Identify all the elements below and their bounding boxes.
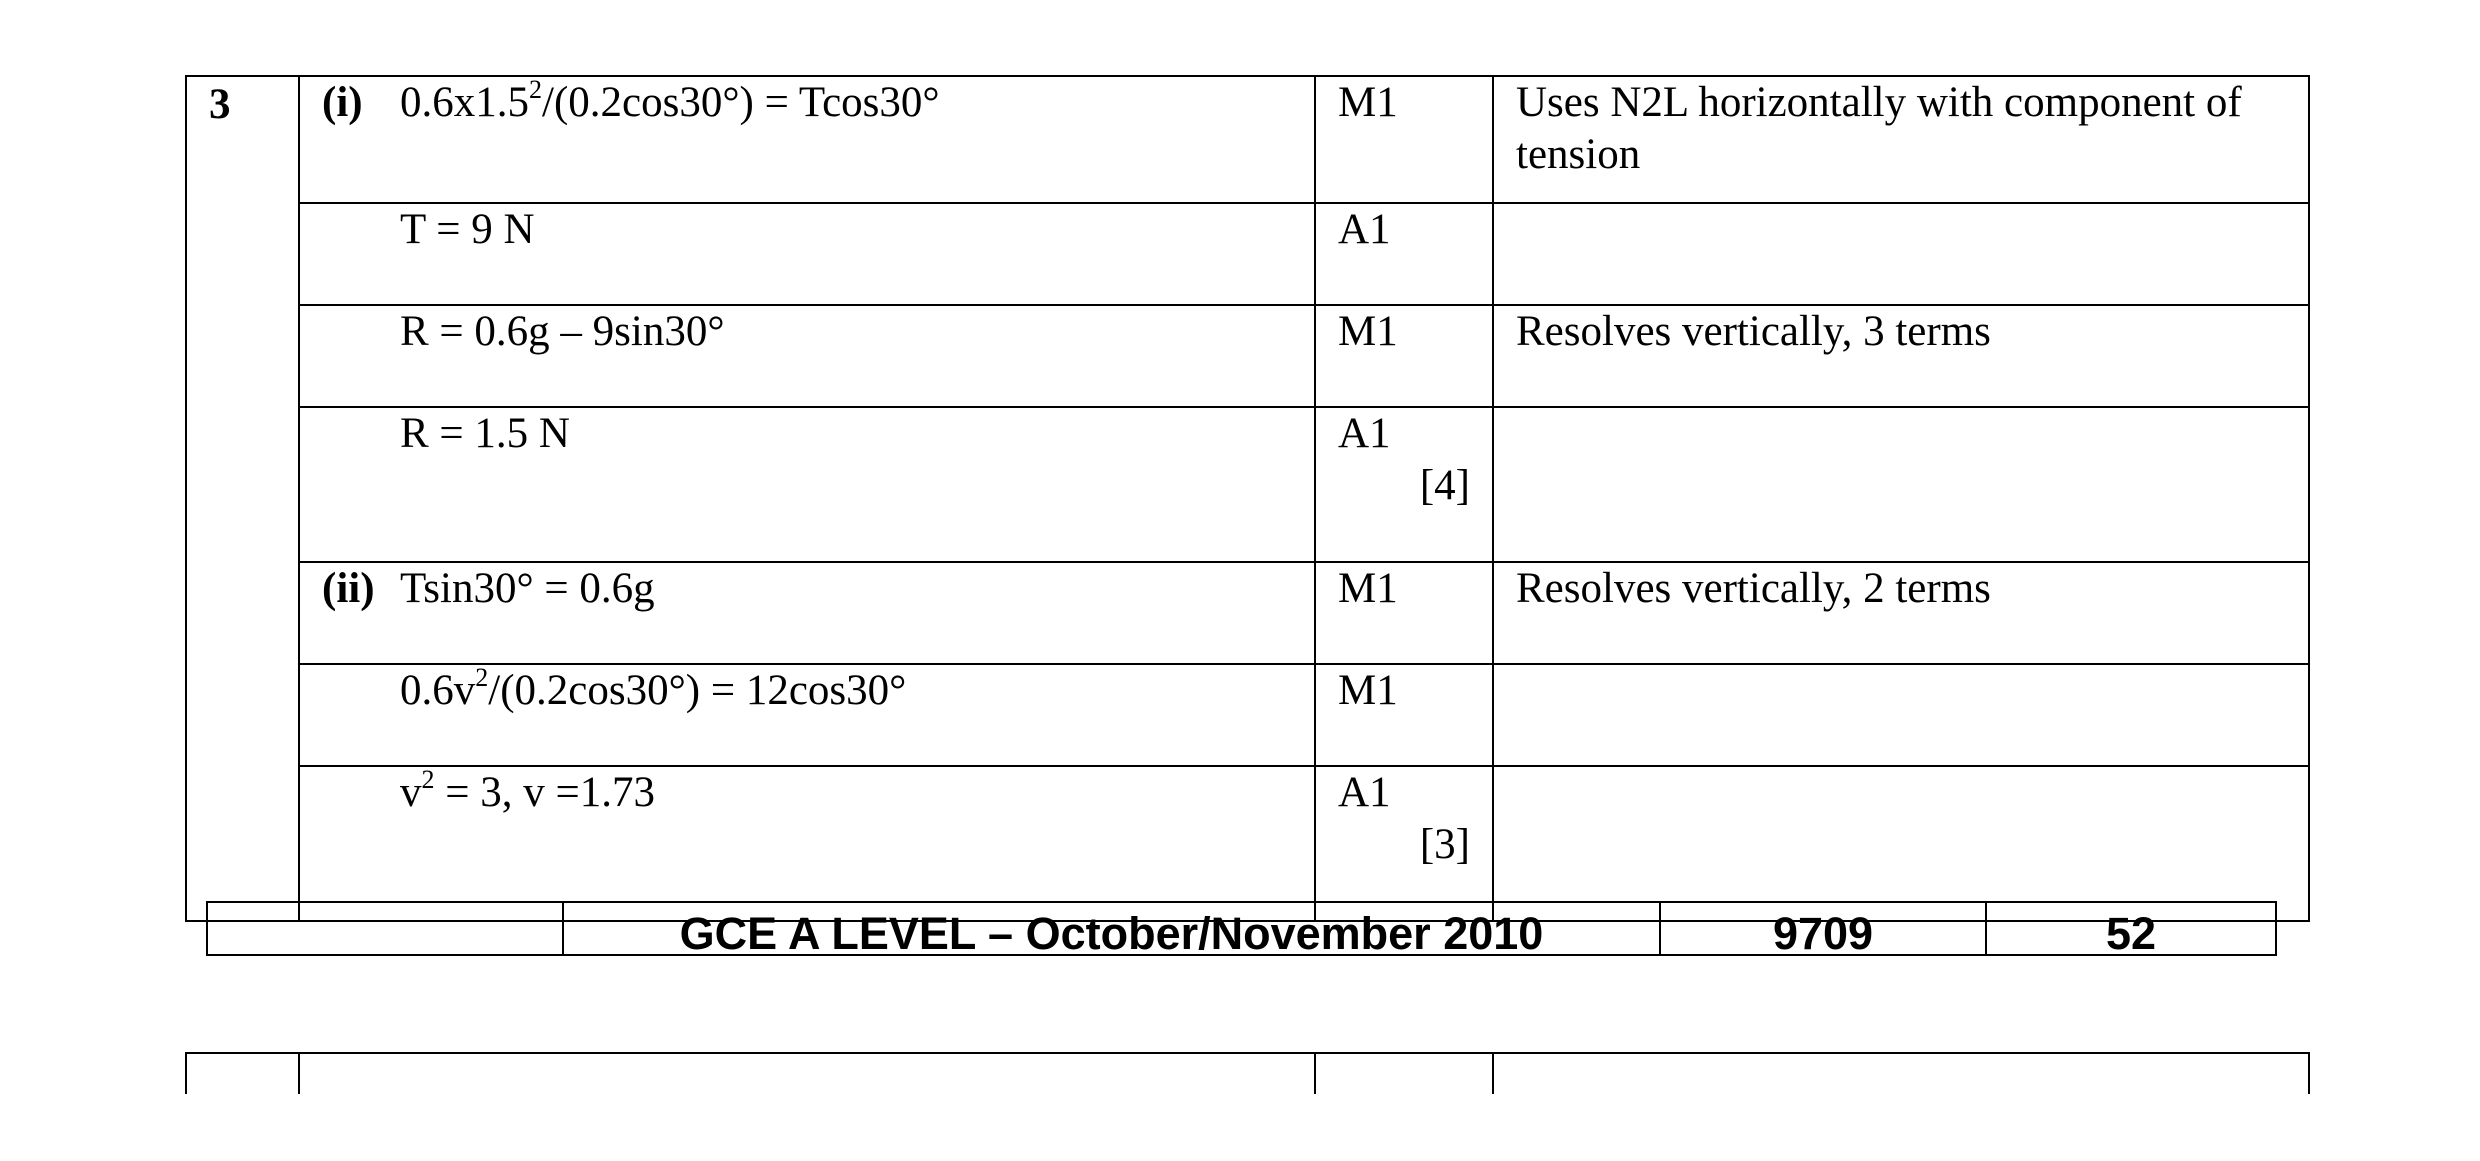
working-text: $0.6v^2/(0.2\cos 30^\circ) = 12\cos 30^\circ$ — [400, 663, 907, 714]
guidance-text — [1493, 203, 2309, 305]
guidance-text: Resolves vertically, 3 terms — [1493, 305, 2309, 407]
mark-code: M1 — [1338, 308, 1398, 355]
superscript: 2 — [475, 663, 489, 692]
answer-cell — [299, 305, 1315, 407]
part-label — [300, 204, 400, 256]
question-number: 3 — [186, 76, 299, 921]
page-footer — [206, 901, 2277, 959]
next-table-cell — [1493, 1053, 2309, 1094]
working-text: Tsin30° = 0.6g — [400, 565, 655, 612]
mark-scheme-table — [185, 75, 2310, 922]
footer-blank-cell — [207, 902, 563, 955]
table-row — [186, 562, 2309, 664]
footer-syllabus-code: 9709 — [1660, 902, 1986, 955]
working-text: $v^2 = 3$, v =1.73 — [400, 765, 656, 816]
mark-code: A1 — [1338, 769, 1391, 816]
table-row — [186, 76, 2309, 203]
part-label: (ii) — [322, 565, 375, 612]
answer-cell — [299, 203, 1315, 305]
table-row — [186, 664, 2309, 766]
mark-code: M1 — [1338, 667, 1398, 714]
mark-code: A1 — [1338, 206, 1391, 253]
part-label — [300, 767, 400, 819]
next-table-top — [185, 1052, 2310, 1094]
next-table-cell — [299, 1053, 1315, 1094]
footer-exam-title: GCE A LEVEL – October/November 2010 — [563, 902, 1660, 955]
part-label — [300, 408, 400, 460]
next-table-cell — [186, 1053, 299, 1094]
superscript: 2 — [421, 765, 435, 794]
table-row — [186, 203, 2309, 305]
table-row — [186, 305, 2309, 407]
guidance-text: Uses N2L horizontally with component of tension — [1493, 76, 2309, 203]
mark-cell — [1315, 664, 1493, 766]
mark-total: [4] — [1419, 462, 1470, 509]
part-label — [300, 306, 400, 358]
table-row — [186, 407, 2309, 562]
mark-code: M1 — [1338, 565, 1398, 612]
answer-cell — [299, 766, 1315, 921]
mark-cell — [1315, 766, 1493, 921]
mark-code: M1 — [1338, 79, 1398, 126]
mark-cell — [1315, 203, 1493, 305]
answer-cell — [299, 664, 1315, 766]
footer-paper-number: 52 — [1986, 902, 2276, 955]
mark-cell — [1315, 407, 1493, 562]
guidance-text: Resolves vertically, 2 terms — [1493, 562, 2309, 664]
part-label: (i) — [322, 79, 363, 126]
mark-cell — [1315, 305, 1493, 407]
answer-cell — [299, 562, 1315, 664]
guidance-text — [1493, 407, 2309, 562]
table-row — [186, 766, 2309, 921]
working-text: R = 0.6g – 9sin30° — [400, 308, 725, 355]
working-text: $0.6x1.5^2/(0.2\cos 30^\circ) = Tcos30^\circ$ — [400, 75, 940, 126]
answer-cell — [299, 407, 1315, 562]
mark-total: [3] — [1419, 821, 1470, 868]
superscript: 2 — [529, 75, 542, 104]
guidance-text — [1493, 766, 2309, 921]
mark-scheme-body — [186, 76, 2309, 921]
mark-cell — [1315, 562, 1493, 664]
next-table-cell — [1315, 1053, 1493, 1094]
part-label — [300, 665, 400, 717]
working-text: R = 1.5 N — [400, 410, 570, 457]
working-text: T = 9 N — [400, 206, 535, 253]
answer-cell — [299, 76, 1315, 203]
mark-code: A1 — [1338, 410, 1391, 457]
mark-cell — [1315, 76, 1493, 203]
guidance-text — [1493, 664, 2309, 766]
